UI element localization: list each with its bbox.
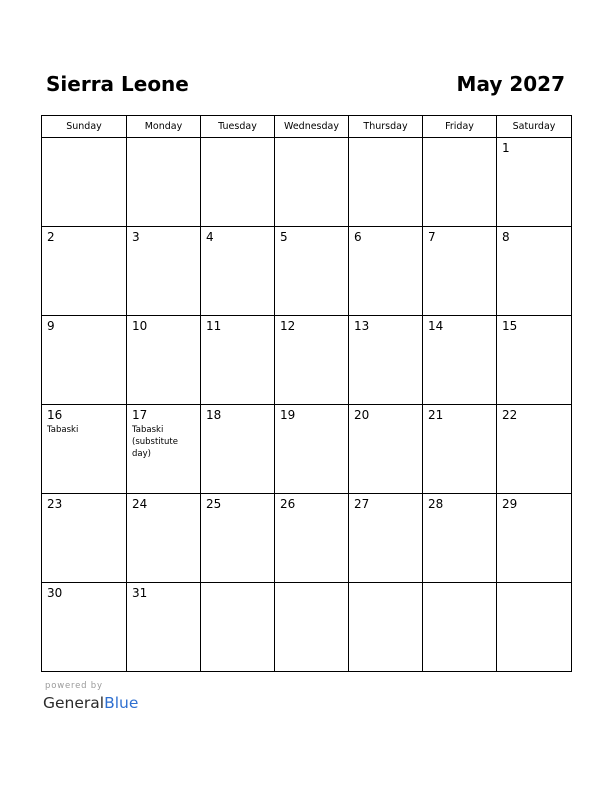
week-row: [42, 405, 572, 494]
day-cell: [349, 494, 423, 583]
day-number: 16: [47, 408, 63, 422]
day-cell: [275, 405, 349, 494]
day-cell: [42, 316, 127, 405]
day-cell: [201, 405, 275, 494]
day-cell: [127, 316, 201, 405]
weekday-header-row: [42, 116, 572, 138]
day-cell: [42, 138, 127, 227]
day-number: 4: [206, 230, 214, 244]
day-cell: [42, 227, 127, 316]
day-cell: [497, 494, 572, 583]
weekday-tuesday: Tuesday: [201, 116, 275, 138]
day-number: 30: [47, 586, 63, 600]
day-cell: [349, 583, 423, 672]
day-number: 20: [354, 408, 370, 422]
day-number: 8: [502, 230, 510, 244]
powered-by-text: powered by: [45, 681, 103, 691]
day-cell: [201, 316, 275, 405]
day-cell: [201, 227, 275, 316]
week-row: [42, 227, 572, 316]
day-cell: [423, 494, 497, 583]
day-cell: [349, 227, 423, 316]
holiday-label: Tabaski: [47, 425, 79, 435]
logo-general-text: General: [43, 694, 105, 712]
week-row: [42, 583, 572, 672]
day-number: 31: [132, 586, 148, 600]
day-number: 9: [47, 319, 55, 333]
day-cell: [423, 138, 497, 227]
day-number: 19: [280, 408, 296, 422]
footer-branding: [43, 681, 138, 714]
month-year-title: May 2027: [456, 72, 565, 96]
day-number: 17: [132, 408, 148, 422]
day-cell: [201, 138, 275, 227]
day-number: 27: [354, 497, 370, 511]
day-cell: [42, 583, 127, 672]
calendar-grid: [41, 115, 572, 672]
day-cell: [497, 405, 572, 494]
day-number: 10: [132, 319, 148, 333]
day-cell: [201, 494, 275, 583]
day-cell: [201, 583, 275, 672]
day-cell: [275, 138, 349, 227]
day-cell: [349, 405, 423, 494]
day-number: 3: [132, 230, 140, 244]
weekday-sunday: Sunday: [42, 116, 127, 138]
day-cell: [349, 316, 423, 405]
day-cell: [497, 583, 572, 672]
logo-blue-text: Blue: [104, 694, 139, 712]
weekday-thursday: Thursday: [349, 116, 423, 138]
week-row: [42, 494, 572, 583]
day-cell: [497, 138, 572, 227]
day-cell: [275, 227, 349, 316]
day-number: 2: [47, 230, 55, 244]
day-number: 18: [206, 408, 222, 422]
day-cell: [275, 494, 349, 583]
day-number: 22: [502, 408, 518, 422]
weekday-friday: Friday: [423, 116, 497, 138]
day-number: 13: [354, 319, 370, 333]
day-cell: [423, 316, 497, 405]
generalblue-logo: [43, 692, 138, 714]
day-cell: [127, 494, 201, 583]
country-title: Sierra Leone: [46, 72, 189, 96]
day-number: 23: [47, 497, 63, 511]
day-cell: [497, 316, 572, 405]
day-cell: [497, 227, 572, 316]
day-cell: [275, 316, 349, 405]
day-cell: [127, 583, 201, 672]
day-number: 29: [502, 497, 518, 511]
day-number: 15: [502, 319, 518, 333]
day-number: 12: [280, 319, 296, 333]
day-cell: [127, 227, 201, 316]
day-cell: [275, 583, 349, 672]
day-number: 14: [428, 319, 444, 333]
day-number: 24: [132, 497, 148, 511]
weekday-saturday: Saturday: [497, 116, 572, 138]
day-cell: [127, 405, 201, 494]
week-row: [42, 138, 572, 227]
day-number: 6: [354, 230, 362, 244]
day-number: 26: [280, 497, 296, 511]
day-number: 25: [206, 497, 222, 511]
weekday-wednesday: Wednesday: [275, 116, 349, 138]
day-cell: [349, 138, 423, 227]
day-cell: [423, 583, 497, 672]
day-cell: [127, 138, 201, 227]
day-number: 28: [428, 497, 444, 511]
week-row: [42, 316, 572, 405]
day-cell: [423, 227, 497, 316]
day-cell: [42, 494, 127, 583]
holiday-label: Tabaski (substitute day): [132, 425, 178, 459]
day-number: 11: [206, 319, 222, 333]
day-number: 1: [502, 141, 510, 155]
day-number: 21: [428, 408, 444, 422]
day-cell: [423, 405, 497, 494]
day-number: 5: [280, 230, 288, 244]
day-cell: [42, 405, 127, 494]
weekday-monday: Monday: [127, 116, 201, 138]
day-number: 7: [428, 230, 436, 244]
